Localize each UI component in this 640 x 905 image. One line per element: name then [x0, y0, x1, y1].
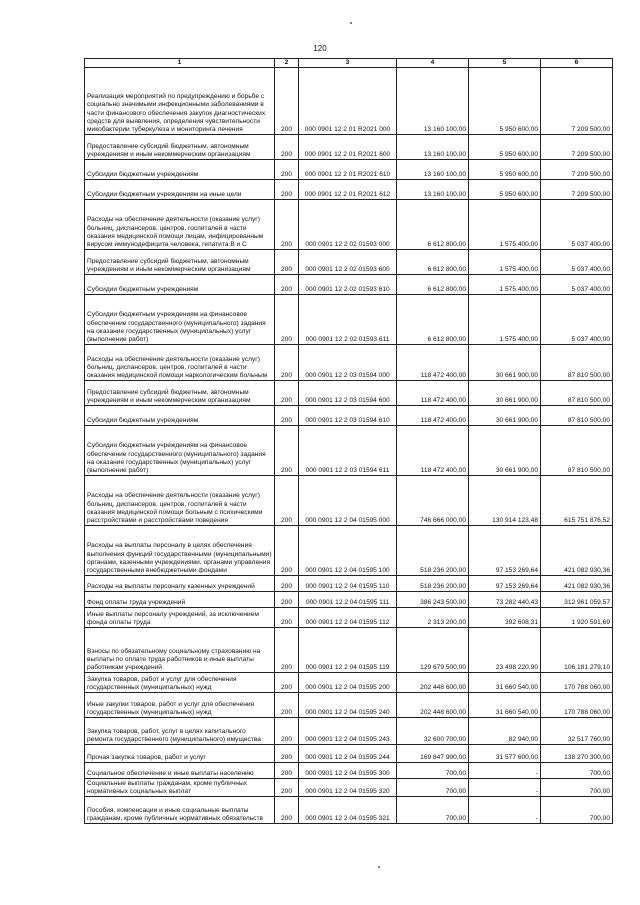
row-approved-amount: 129 679 500,00 — [397, 628, 469, 673]
table-row — [85, 406, 613, 426]
table-row — [85, 745, 613, 763]
row-budget-code: 000 0901 12 2 04 01595 244 — [299, 745, 397, 763]
row-code: 200 — [275, 426, 299, 476]
row-executed-amount: - — [469, 797, 541, 824]
row-approved-amount: 518 236 200,00 — [397, 526, 469, 576]
column-header: 4 — [397, 59, 469, 68]
column-header: 1 — [85, 59, 275, 68]
row-approved-amount: 118 472 400,00 — [397, 345, 469, 381]
row-approved-amount: 386 243 500,00 — [397, 592, 469, 608]
row-budget-code: 000 0901 12 2 01 R2021 600 — [299, 135, 397, 160]
table-row — [85, 476, 613, 526]
row-unexecuted-amount: 312 961 059,57 — [541, 592, 613, 608]
table-row — [85, 718, 613, 745]
row-budget-code: 000 0901 12 2 04 01595 320 — [299, 779, 397, 797]
row-code: 200 — [275, 763, 299, 779]
row-budget-code: 000 0901 12 2 01 R2021 610 — [299, 160, 397, 180]
row-unexecuted-amount: 87 810 500,00 — [541, 406, 613, 426]
row-approved-amount: 13 160 100,00 — [397, 180, 469, 200]
row-unexecuted-amount: 5 037 400,00 — [541, 250, 613, 275]
scan-speck — [350, 22, 352, 24]
table-row — [85, 628, 613, 673]
row-name: Субсидии бюджетным учреждениям на иные цели — [85, 180, 275, 200]
row-unexecuted-amount: 615 751 876,52 — [541, 476, 613, 526]
table-row — [85, 250, 613, 275]
row-budget-code: 000 0901 12 2 03 01594 000 — [299, 345, 397, 381]
row-unexecuted-amount: 700,00 — [541, 763, 613, 779]
row-name: Реализация мероприятий по предупреждению и борьбе с социально значимыми инфекционными заболеваниями в части финансового обеспечения закупок диагностических средств для выявления, определения чувствительности микобактерии туберкулеза и мониторинга лечения — [85, 68, 275, 135]
row-executed-amount: 73 282 440,43 — [469, 592, 541, 608]
row-executed-amount: 5 950 600,00 — [469, 180, 541, 200]
row-name: Субсидии бюджетным учреждениям — [85, 275, 275, 295]
row-approved-amount: 202 448 600,00 — [397, 693, 469, 718]
row-budget-code: 000 0901 12 2 04 01595 321 — [299, 797, 397, 824]
row-name: Субсидии бюджетным учреждениям на финансовое обеспечение государственного (муниципального) задания на оказание государственных (муниципальных) услуг (выполнение работ) — [85, 426, 275, 476]
table-row — [85, 135, 613, 160]
row-approved-amount: 6 612 800,00 — [397, 200, 469, 250]
row-executed-amount: 82 940,00 — [469, 718, 541, 745]
row-approved-amount: 700,00 — [397, 763, 469, 779]
table-row — [85, 180, 613, 200]
row-executed-amount: 1 575 400,00 — [469, 250, 541, 275]
row-approved-amount: 700,00 — [397, 779, 469, 797]
row-budget-code: 000 0901 12 2 02 01593 610 — [299, 275, 397, 295]
row-approved-amount: 32 600 700,00 — [397, 718, 469, 745]
row-budget-code: 000 0901 12 2 04 01595 110 — [299, 576, 397, 592]
row-name: Предоставление субсидий бюджетным, автономным учреждениям и иным некоммерческим организациям — [85, 250, 275, 275]
row-code: 200 — [275, 406, 299, 426]
row-name: Взносы по обязательному социальному страхованию на выплаты по оплате труда работников и иные выплаты работникам учреждений — [85, 628, 275, 673]
row-name: Социальные выплаты гражданам, кроме публичных нормативных социальных выплат — [85, 779, 275, 797]
row-executed-amount: 30 661 900,00 — [469, 381, 541, 406]
row-approved-amount: 202 448 600,00 — [397, 673, 469, 693]
table-row — [85, 381, 613, 406]
row-unexecuted-amount: 5 037 400,00 — [541, 295, 613, 345]
column-header: 5 — [469, 59, 541, 68]
row-name: Прочая закупка товаров, работ и услуг — [85, 745, 275, 763]
row-budget-code: 000 0901 12 2 04 01595 243 — [299, 718, 397, 745]
row-unexecuted-amount: 87 810 500,00 — [541, 426, 613, 476]
row-code: 200 — [275, 628, 299, 673]
table-row — [85, 68, 613, 135]
table-row — [85, 693, 613, 718]
column-header: 6 — [541, 59, 613, 68]
row-unexecuted-amount: 7 209 500,00 — [541, 180, 613, 200]
row-code: 200 — [275, 745, 299, 763]
row-code: 200 — [275, 275, 299, 295]
row-name: Иные закупки товаров, работ и услуг для обеспечения государственных (муниципальных) нужд — [85, 693, 275, 718]
row-code: 200 — [275, 797, 299, 824]
row-executed-amount: 1 575 400,00 — [469, 275, 541, 295]
row-unexecuted-amount: 32 517 760,00 — [541, 718, 613, 745]
row-executed-amount: 31 660 540,00 — [469, 673, 541, 693]
row-unexecuted-amount: 5 037 400,00 — [541, 275, 613, 295]
table-row — [85, 345, 613, 381]
page-number: 120 — [313, 44, 327, 53]
table-row — [85, 295, 613, 345]
row-approved-amount: 700,00 — [397, 797, 469, 824]
row-approved-amount: 518 236 200,00 — [397, 576, 469, 592]
row-code: 200 — [275, 592, 299, 608]
row-budget-code: 000 0901 12 2 04 01595 111 — [299, 592, 397, 608]
row-budget-code: 000 0901 12 2 02 01593 000 — [299, 200, 397, 250]
row-executed-amount: 5 950 600,00 — [469, 68, 541, 135]
row-code: 200 — [275, 180, 299, 200]
row-name: Закупка товаров, работ, услуг в целях капитального ремонта государственного (муниципального) имущества — [85, 718, 275, 745]
row-name: Субсидии бюджетным учреждениям на финансовое обеспечение государственного (муниципального) задания на оказание государственных (муниципальных) услуг (выполнение работ) — [85, 295, 275, 345]
row-executed-amount: 31 577 600,00 — [469, 745, 541, 763]
row-budget-code: 000 0901 12 2 04 01595 200 — [299, 673, 397, 693]
row-name: Предоставление субсидий бюджетным, автономным учреждениям и иным некоммерческим организациям — [85, 135, 275, 160]
column-header: 3 — [299, 59, 397, 68]
row-budget-code: 000 0901 12 2 03 01594 600 — [299, 381, 397, 406]
row-approved-amount: 118 472 400,00 — [397, 381, 469, 406]
row-approved-amount: 6 612 800,00 — [397, 295, 469, 345]
row-name: Расходы на выплаты персоналу казенных учреждений — [85, 576, 275, 592]
row-name: Закупка товаров, работ и услуг для обеспечения государственных (муниципальных) нужд — [85, 673, 275, 693]
row-code: 200 — [275, 250, 299, 275]
row-unexecuted-amount: 138 270 300,00 — [541, 745, 613, 763]
row-unexecuted-amount: 700,00 — [541, 797, 613, 824]
row-budget-code: 000 0901 12 2 02 01593 611 — [299, 295, 397, 345]
row-code: 200 — [275, 576, 299, 592]
row-executed-amount: - — [469, 779, 541, 797]
row-unexecuted-amount: 1 920 591,69 — [541, 608, 613, 628]
row-name: Иные выплаты персоналу учреждений, за исключением фонда оплаты труда — [85, 608, 275, 628]
row-code: 200 — [275, 160, 299, 180]
table-row — [85, 526, 613, 576]
scan-speck — [378, 866, 380, 868]
row-executed-amount: 97 153 269,64 — [469, 576, 541, 592]
row-budget-code: 000 0901 12 2 03 01594 611 — [299, 426, 397, 476]
row-approved-amount: 13 160 100,00 — [397, 135, 469, 160]
row-unexecuted-amount: 170 788 060,00 — [541, 693, 613, 718]
row-code: 200 — [275, 673, 299, 693]
table-row — [85, 592, 613, 608]
column-header: 2 — [275, 59, 299, 68]
row-unexecuted-amount: 7 209 500,00 — [541, 135, 613, 160]
table-row — [85, 200, 613, 250]
row-code: 200 — [275, 135, 299, 160]
row-budget-code: 000 0901 12 2 04 01595 300 — [299, 763, 397, 779]
row-unexecuted-amount: 700,00 — [541, 779, 613, 797]
row-executed-amount: 392 608,31 — [469, 608, 541, 628]
row-code: 200 — [275, 381, 299, 406]
row-budget-code: 000 0901 12 2 03 01594 610 — [299, 406, 397, 426]
table-row — [85, 673, 613, 693]
row-name: Расходы на обеспечение деятельности (оказание услуг) больниц, диспансеров, центров, госпиталей в части оказания медицинской помощи лицам, инфицированным вирусом иммунодефицита человека, гепатита В и С — [85, 200, 275, 250]
row-code: 200 — [275, 693, 299, 718]
row-executed-amount: 30 661 900,00 — [469, 406, 541, 426]
row-budget-code: 000 0901 12 2 04 01595 100 — [299, 526, 397, 576]
row-budget-code: 000 0901 12 2 02 01593 600 — [299, 250, 397, 275]
row-approved-amount: 118 472 400,00 — [397, 426, 469, 476]
row-code: 200 — [275, 295, 299, 345]
table-row — [85, 797, 613, 824]
row-name: Субсидии бюджетным учреждениям — [85, 160, 275, 180]
row-executed-amount: 1 575 400,00 — [469, 200, 541, 250]
row-executed-amount: 31 660 540,00 — [469, 693, 541, 718]
row-approved-amount: 169 847 900,00 — [397, 745, 469, 763]
row-executed-amount: 30 661 900,00 — [469, 426, 541, 476]
row-name: Пособия, компенсации и иные социальные выплаты гражданам, кроме публичных нормативных обязательств — [85, 797, 275, 824]
row-name: Социальное обеспечение и иные выплаты населению — [85, 763, 275, 779]
row-unexecuted-amount: 170 788 060,00 — [541, 673, 613, 693]
row-approved-amount: 13 160 100,00 — [397, 160, 469, 180]
row-name: Расходы на выплаты персоналу в целях обеспечения выполнения функций государственными (муниципальными) органами, казенными учреждениями, органами управления государственными внебюджетными фондами — [85, 526, 275, 576]
table-row — [85, 576, 613, 592]
row-code: 200 — [275, 718, 299, 745]
row-code: 200 — [275, 68, 299, 135]
column-number-header — [85, 59, 613, 68]
row-code: 200 — [275, 526, 299, 576]
row-unexecuted-amount: 7 209 500,00 — [541, 68, 613, 135]
row-unexecuted-amount: 421 082 930,36 — [541, 526, 613, 576]
row-unexecuted-amount: 5 037 400,00 — [541, 200, 613, 250]
row-executed-amount: 5 950 600,00 — [469, 135, 541, 160]
row-unexecuted-amount: 87 810 500,00 — [541, 381, 613, 406]
row-unexecuted-amount: 421 082 930,36 — [541, 576, 613, 592]
row-executed-amount: 23 498 220,90 — [469, 628, 541, 673]
row-name: Субсидии бюджетным учреждениям — [85, 406, 275, 426]
row-name: Предоставление субсидий бюджетным, автономным учреждениям и иным некоммерческим организациям — [85, 381, 275, 406]
row-approved-amount: 746 666 000,00 — [397, 476, 469, 526]
table-row — [85, 779, 613, 797]
row-budget-code: 000 0901 12 2 01 R2021 000 — [299, 68, 397, 135]
table-row — [85, 608, 613, 628]
row-code: 200 — [275, 779, 299, 797]
budget-table — [84, 58, 613, 824]
row-budget-code: 000 0901 12 2 01 R2021 612 — [299, 180, 397, 200]
row-budget-code: 000 0901 12 2 04 01595 240 — [299, 693, 397, 718]
row-budget-code: 000 0901 12 2 04 01595 000 — [299, 476, 397, 526]
row-approved-amount: 6 612 800,00 — [397, 275, 469, 295]
row-code: 200 — [275, 608, 299, 628]
row-budget-code: 000 0901 12 2 04 01595 112 — [299, 608, 397, 628]
table-row — [85, 160, 613, 180]
table-row — [85, 763, 613, 779]
row-name: Фонд оплаты труда учреждений — [85, 592, 275, 608]
table-row — [85, 426, 613, 476]
row-executed-amount: 30 661 900,00 — [469, 345, 541, 381]
row-unexecuted-amount: 87 810 500,00 — [541, 345, 613, 381]
row-code: 200 — [275, 200, 299, 250]
row-executed-amount: 5 950 600,00 — [469, 160, 541, 180]
row-approved-amount: 13 160 100,00 — [397, 68, 469, 135]
row-code: 200 — [275, 345, 299, 381]
row-executed-amount: 130 914 123,48 — [469, 476, 541, 526]
table-row — [85, 275, 613, 295]
row-executed-amount: 97 153 269,64 — [469, 526, 541, 576]
row-approved-amount: 118 472 400,00 — [397, 406, 469, 426]
row-executed-amount: 1 575 400,00 — [469, 295, 541, 345]
row-approved-amount: 6 612 800,00 — [397, 250, 469, 275]
row-executed-amount: - — [469, 763, 541, 779]
row-name: Расходы на обеспечение деятельности (оказание услуг) больниц, диспансеров, центров, госпиталей в части оказания медицинской помощи наркологическим больным — [85, 345, 275, 381]
row-name: Расходы на обеспечение деятельности (оказание услуг) больниц, диспансеров, центров, госпиталей в части оказания медицинской помощи больным с психическими расстройствами и расстройствами поведения — [85, 476, 275, 526]
row-code: 200 — [275, 476, 299, 526]
row-budget-code: 000 0901 12 2 04 01595 119 — [299, 628, 397, 673]
row-unexecuted-amount: 106 181 279,10 — [541, 628, 613, 673]
row-unexecuted-amount: 7 209 500,00 — [541, 160, 613, 180]
row-approved-amount: 2 313 200,00 — [397, 608, 469, 628]
